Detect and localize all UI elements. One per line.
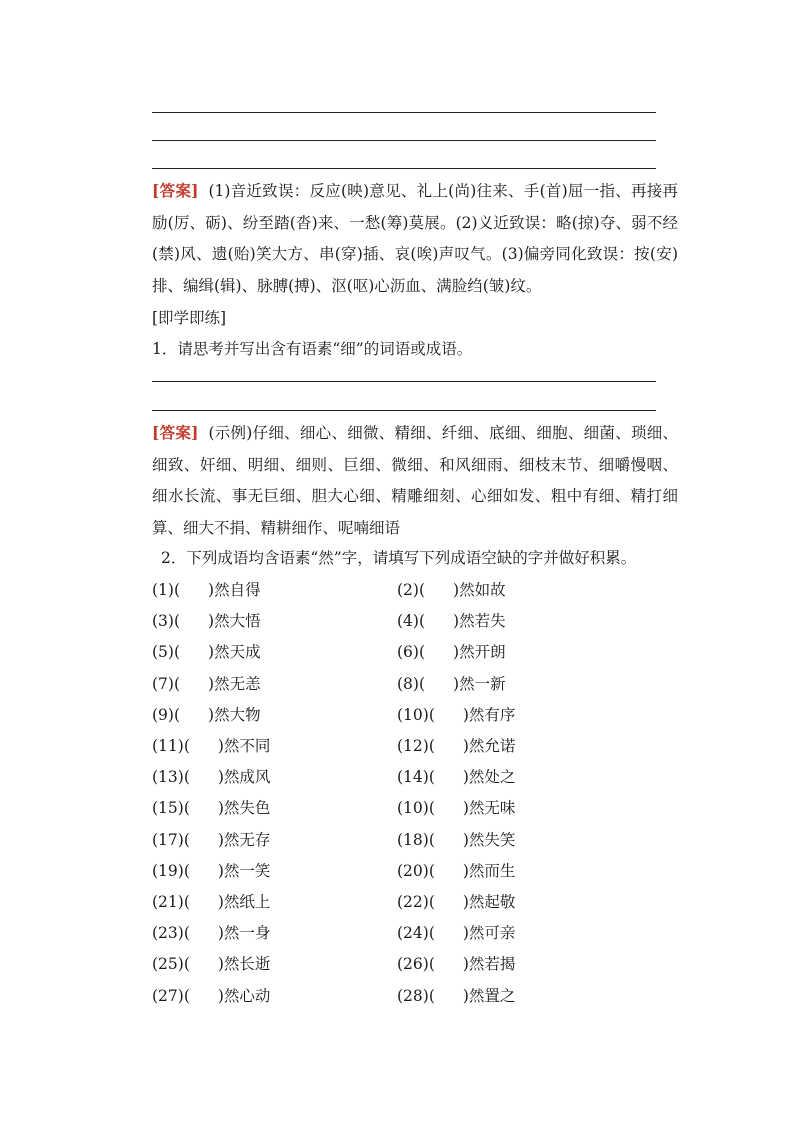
idiom-text: )然一身 [217,924,271,943]
question-2: 2．下列成语均含语素“然”字，请填写下列成语空缺的字并做好积累。 [161,549,637,567]
idiom-number: (12)( [397,737,435,755]
idiom-item-left [152,672,261,694]
idiom-number: (10)( [397,799,435,818]
idiom-text: )然长逝 [217,955,271,974]
answer-tag: [答案] [152,181,199,200]
idiom-text: )然允诺 [462,737,516,755]
idiom-number: (24)( [397,924,435,943]
idiom-item-right [397,578,506,600]
idiom-text: )然起敬 [462,893,516,911]
idiom-text: )然一笑 [217,861,271,880]
idiom-number: (21)( [152,893,190,911]
question-1-line-2 [152,410,656,411]
idiom-item-right [397,984,515,1006]
idiom-number: (3)( [152,612,181,631]
idiom-item-left [152,890,270,912]
idiom-item-left [152,765,270,787]
idiom-text: )然置之 [462,986,516,1005]
idiom-number: (7)( [152,674,181,693]
idiom-item-right [397,765,515,787]
idiom-text: )然无味 [462,799,516,818]
question-1-line-1 [152,381,656,382]
idiom-text: )然若失 [453,612,506,631]
idiom-number: (28)( [397,986,435,1005]
idiom-item-left [152,609,261,631]
idiom-number: (11)( [152,737,190,755]
answer-text-2: (示例)仔细、细心、细微、精细、纤细、底细、细胞、细菌、琐细、细致、奸细、明细、细则、巨细、微细、和风细雨、细枝末节、细嚼慢咽、细水长流、事无巨细、胆大心细、精雕细刻、心细如发、粗中有细、精打细算、细大不捐、精耕细作、呢喃细语 [152,424,678,537]
idiom-text: )然天成 [208,643,261,662]
idiom-text: )然一新 [453,674,506,693]
idiom-text: )然而生 [462,861,516,880]
idiom-number: (14)( [397,768,435,787]
idiom-text: )然如故 [453,581,506,599]
idiom-number: (1)( [152,581,181,599]
idiom-text: )然开朗 [453,643,506,662]
idiom-number: (25)( [152,955,190,974]
idiom-number: (6)( [397,643,426,662]
idiom-text: )然心动 [217,986,271,1005]
idiom-number: (10)( [397,705,435,724]
answer-paragraph-1 [152,175,678,302]
idiom-number: (20)( [397,861,435,880]
idiom-number: (26)( [397,955,435,974]
idiom-item-left [152,859,270,881]
idiom-item-left [152,796,270,818]
idiom-item-right [397,609,506,631]
idiom-text: )然若揭 [462,955,516,974]
idiom-item-left [152,703,261,725]
idiom-item-right [397,859,515,881]
idiom-number: (18)( [397,830,435,849]
idiom-number: (4)( [397,612,426,631]
idiom-text: )然大物 [208,705,261,724]
idiom-text: )然无恙 [208,674,261,693]
section-title: [即学即练] [152,309,227,327]
idiom-text: )然失色 [217,799,271,818]
idiom-item-right [397,828,515,850]
idiom-item-left [152,984,270,1006]
idiom-item-right [397,672,506,694]
answer-tag: [答案] [152,423,199,442]
idiom-number: (22)( [397,893,435,911]
idiom-number: (17)( [152,830,190,849]
idiom-text: )然自得 [208,581,261,599]
idiom-text: )然大悟 [208,612,261,631]
idiom-number: (23)( [152,924,190,943]
idiom-text: )然纸上 [217,893,271,911]
idiom-item-right [397,796,515,818]
answer-line-2 [152,140,656,141]
idiom-text: )然无存 [217,830,271,849]
idiom-item-right [397,890,515,912]
answer-text-1: (1)音近致误：反应(映)意见、礼上(尚)往来、手(首)屈一指、再接再励(厉、砺)、纷至踏(沓)来、一愁(筹)莫展。(2)义近致误：略(掠)夺、弱不经(禁)风、遗(贻)笑大方、串(穿)插、哀(唉)声叹气。(3)偏旁同化致误：按(安)排、编缉(辑)、脉膊(搏)、沤(呕)心沥血、满脸绉(皱)纹。 [152,182,678,295]
idiom-item-right [397,703,515,725]
idiom-item-left [152,921,270,943]
idiom-item-right [397,734,515,756]
idiom-text: )然处之 [462,768,516,787]
idiom-item-left [152,828,270,850]
idiom-item-left [152,578,261,600]
idiom-text: )然失笑 [462,830,516,849]
idiom-number: (8)( [397,674,426,693]
idiom-text: )然成风 [217,768,271,787]
idiom-text: )然可亲 [462,924,516,943]
idiom-number: (2)( [397,581,426,599]
answer-line-1 [152,112,656,113]
idiom-number: (13)( [152,768,190,787]
question-1: 1．请思考并写出含有语素“细”的词语或成语。 [152,340,473,358]
idiom-number: (27)( [152,986,190,1005]
answer-line-3 [152,168,656,169]
idiom-number: (5)( [152,643,181,662]
idiom-number: (9)( [152,705,181,724]
idiom-text: )然不同 [217,737,271,755]
idiom-item-left [152,952,270,974]
answer-paragraph-2 [152,417,678,544]
idiom-text: )然有序 [462,705,516,724]
idiom-item-right [397,640,506,662]
idiom-item-right [397,952,515,974]
idiom-number: (15)( [152,799,190,818]
idiom-item-left [152,640,261,662]
idiom-item-right [397,921,515,943]
idiom-number: (19)( [152,861,190,880]
idiom-item-left [152,734,270,756]
